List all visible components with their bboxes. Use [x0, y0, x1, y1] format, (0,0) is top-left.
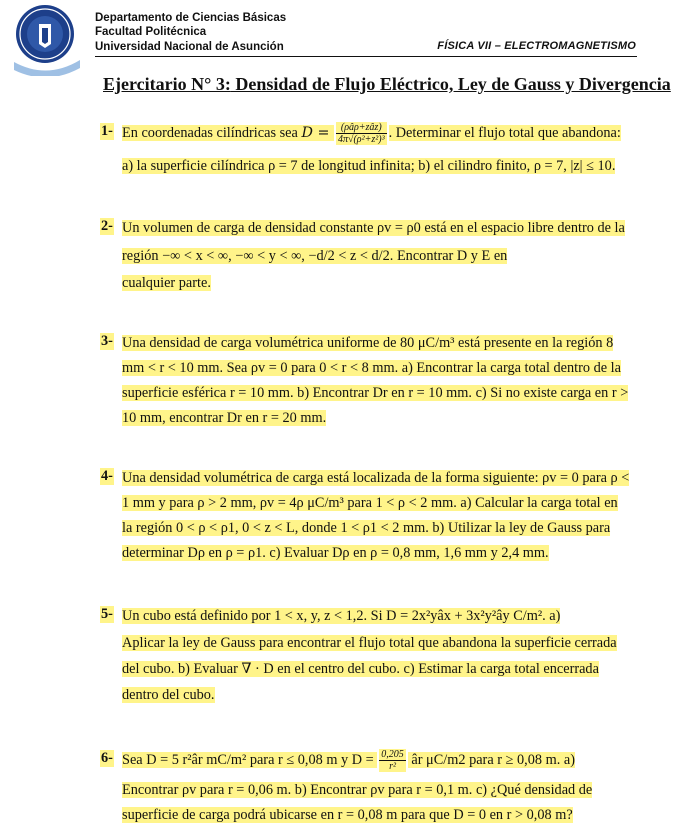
exercise-text: Una densidad volumétrica de carga está localizada de la forma siguiente: ρv = 0 para ρ <: [122, 470, 630, 486]
exercise-text: âr μC/m2 para r ≥ 0,08 m. a): [407, 752, 575, 768]
exercise-line: [122, 120, 642, 146]
exercise-text: superficie esférica r = 10 mm. b) Encontrar Dr en r = 10 mm. c) Si no existe carga en r >: [122, 385, 629, 401]
exercise-text: del cubo. b) Evaluar ∇ · D en el centro del cubo. c) Estimar la carga total encerrada: [122, 661, 599, 677]
exercise-text: a) la superficie cilíndrica ρ = 7 de longitud infinita; b) el cilindro finito, ρ = 7, |z| ≤ 10.: [122, 158, 616, 174]
exercise-text: región −∞ < x < ∞, −∞ < y < ∞, −d/2 < z < d/2. Encontrar D y E en: [122, 248, 508, 264]
exercise-number: 5-: [101, 606, 113, 622]
exercise-line: [122, 685, 642, 709]
university-seal-icon: [12, 2, 82, 76]
exercise-text: dentro del cubo.: [122, 687, 215, 703]
exercise-number: 6-: [101, 750, 113, 766]
exercise-line: [122, 633, 642, 657]
exercise-line: [122, 156, 642, 180]
exercise-text: mm < r < 10 mm. Sea ρv = 0 para 0 < r < 8 mm. a) Encontrar la carga total dentro de la: [122, 360, 621, 376]
exercise-text: superficie de carga podrá ubicarse en r = 0,08 m para que D = 0 en r > 0,08 m?: [122, 807, 573, 823]
exercise-line: [122, 408, 642, 432]
exercise-number: 1-: [101, 123, 113, 139]
header-divider: [95, 56, 637, 57]
exercise-line: [122, 273, 642, 297]
exercise-text: . Determinar el flujo total que abandona:: [388, 125, 621, 141]
exercise-line: [122, 493, 642, 517]
page-title: [103, 74, 671, 95]
exercise-line: [122, 659, 642, 683]
exercise-text: 10 mm, encontrar Dr en r = 20 mm.: [122, 410, 327, 426]
exercise-line: [122, 383, 642, 407]
flux-density-fraction: $\frac{\text{(ρâρ+zâz)}}{\text{4π√(ρ²+z²)³}}$: [337, 122, 385, 146]
exercise-text: Encontrar ρv para r = 0,06 m. b) Encontrar ρv para r = 0,1 m. c) ¿Qué densidad de: [122, 782, 593, 798]
exercise-text: 1 mm y para ρ > 2 mm, ρv = 4ρ μC/m³ para 1 < ρ < 2 mm. a) Calcular la carga total en: [122, 495, 618, 511]
exercise-line: [122, 358, 642, 382]
exercise-text: Un cubo está definido por 1 < x, y, z < 1,2. Si D = 2x²yâx + 3x²y²ây C/m². a): [122, 608, 561, 624]
field-fraction: $\frac{0,205}{\text{r²}}$: [381, 749, 404, 773]
exercise-line: [122, 748, 642, 774]
exercise-line: [122, 518, 642, 542]
exercise-math: D =: [301, 125, 334, 141]
exercise-number: 4-: [101, 468, 113, 484]
exercise-number: 3-: [101, 333, 113, 349]
title-prefix: Ejercitario N° 3:: [103, 74, 231, 94]
exercise-text: En coordenadas cilíndricas sea: [122, 125, 302, 141]
exercise-text: Sea D = 5 r²âr mC/m² para r ≤ 0,08 m y D =: [122, 752, 378, 768]
exercise-text: Una densidad de carga volumétrica uniforme de 80 μC/m³ está presente en la región 8: [122, 335, 614, 351]
exercise-text: cualquier parte.: [122, 275, 211, 291]
exercise-line: [122, 246, 642, 270]
exercise-text: Un volumen de carga de densidad constante ρv = ρ0 está en el espacio libre dentro de la: [122, 220, 625, 236]
header-faculty: Facultad Politécnica: [95, 26, 207, 38]
header-course: FÍSICA VII – ELECTROMAGNETISMO: [437, 40, 636, 52]
exercise-line: [122, 780, 642, 804]
exercise-line: [122, 606, 642, 630]
exercise-line: [122, 543, 642, 567]
exercise-number: 2-: [101, 218, 113, 234]
exercise-line: [122, 805, 642, 829]
exercise-text: Aplicar la ley de Gauss para encontrar el flujo total que abandona la superficie cerrada: [122, 635, 617, 651]
exercise-line: [122, 218, 642, 242]
exercise-line: [122, 333, 642, 357]
header-university: Universidad Nacional de Asunción: [95, 41, 284, 53]
title-text: Densidad de Flujo Eléctrico, Ley de Gauss y Divergencia: [230, 74, 671, 94]
exercise-text: determinar Dρ en ρ = ρ1. c) Evaluar Dρ en ρ = 0,8 mm, 1,6 mm y 2,4 mm.: [122, 545, 549, 561]
header-department: Departamento de Ciencias Básicas: [95, 12, 287, 24]
exercise-text: la región 0 < ρ < ρ1, 0 < z < L, donde 1 < ρ1 < 2 mm. b) Utilizar la ley de Gauss para: [122, 520, 611, 536]
exercise-line: [122, 468, 642, 492]
